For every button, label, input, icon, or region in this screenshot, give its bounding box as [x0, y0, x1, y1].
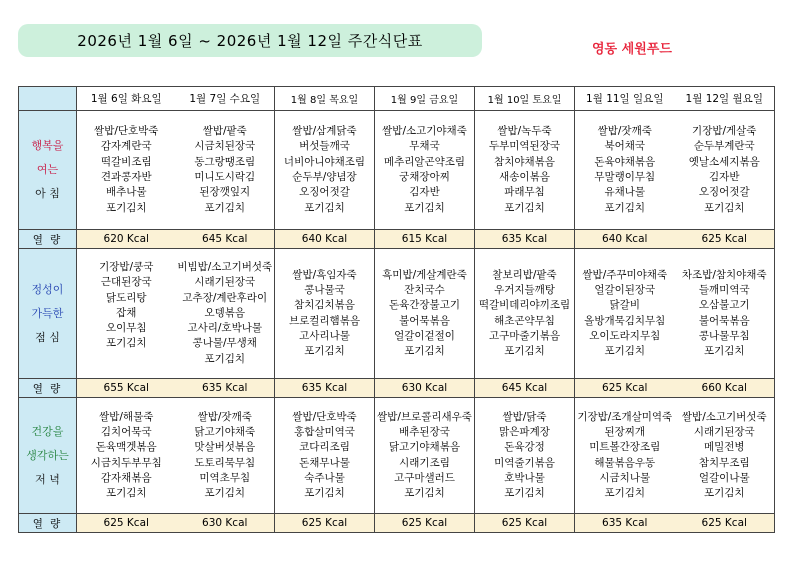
menu-item: 고사리/호박나물	[187, 322, 263, 335]
menu-item: 닭고기야채볶음	[388, 441, 460, 454]
menu-day-cell	[77, 260, 176, 367]
company-name: 영동 세원푸드	[592, 42, 672, 57]
menu-day-cell	[176, 260, 275, 367]
menu-item: 시금치된장국	[194, 140, 256, 153]
menu-item: 포기김치	[604, 487, 646, 500]
breakfast-label-line: 아 침	[35, 187, 60, 200]
menu-item: 근대된장국	[100, 276, 152, 289]
menu-item: 얼갈이된장국	[594, 283, 656, 296]
menu-item: 포기김치	[304, 487, 345, 500]
menu-item: 오삼불고기	[698, 299, 750, 312]
menu-item: 포기김치	[504, 487, 545, 500]
menu-item: 고구마줄기볶음	[488, 329, 560, 342]
menu-item: 감자계란국	[100, 140, 152, 153]
kcal-cell-group	[375, 379, 475, 398]
kcal-value: 635 Kcal	[301, 382, 348, 394]
menu-item: 브로컬리햄볶음	[288, 314, 360, 327]
menu-item: 새송이볶음	[499, 171, 550, 183]
kcal-value: 630 Kcal	[401, 382, 448, 394]
menu-item: 미역초무침	[199, 471, 251, 484]
day-header: 1월 8일 목요일	[275, 87, 375, 111]
lunch-label	[19, 249, 77, 379]
lunch-kcal-row	[19, 379, 775, 398]
dinner-label-line: 건강을	[31, 424, 64, 438]
header-pair-1	[77, 87, 275, 111]
menu-item: 포기김치	[703, 487, 745, 500]
menu-day-cell	[375, 410, 474, 502]
menu-item: 도토리묵무침	[194, 456, 256, 469]
menu-cell-group	[575, 111, 775, 230]
menu-item: 코다리조림	[299, 441, 350, 454]
kcal-value: 655 Kcal	[103, 382, 149, 394]
menu-item: 쌀밥/주꾸미야채죽	[582, 268, 668, 281]
menu-item: 김자반	[409, 186, 440, 199]
dinner-label-line: 생각하는	[26, 448, 69, 462]
menu-item: 쌀밥/소고기버섯죽	[681, 410, 767, 423]
menu-cell-group	[375, 249, 475, 379]
menu-item: 김치어묵국	[100, 425, 152, 438]
menu-item: 쌀밥/흑임자죽	[292, 268, 357, 281]
header-row	[19, 87, 775, 111]
kcal-value: 645 Kcal	[501, 382, 548, 394]
menu-item: 고추장/계란후라이	[182, 291, 268, 304]
menu-day-cell	[575, 124, 675, 216]
menu-item: 감자채볶음	[100, 471, 152, 484]
menu-item: 쌀밥/단호박죽	[292, 410, 357, 423]
lunch-label-line: 가득한	[31, 306, 64, 320]
menu-item: 시금치나물	[599, 471, 651, 484]
menu-item: 오이무침	[105, 322, 147, 335]
menu-item: 떡갈비데리야끼조림	[478, 299, 571, 312]
menu-item: 불어묵볶음	[399, 314, 450, 327]
menu-item: 포기김치	[204, 201, 246, 214]
menu-item: 쌀밥/닭죽	[502, 410, 547, 423]
menu-day-cell	[77, 124, 176, 216]
menu-item: 메밀전병	[703, 441, 745, 454]
menu-day-cell	[275, 268, 374, 360]
kcal-cell-group	[77, 514, 275, 533]
menu-item: 포기김치	[404, 345, 445, 358]
kcal-cell-group	[77, 230, 275, 249]
menu-item: 포기김치	[404, 201, 445, 214]
menu-item: 시금치두부무침	[90, 456, 162, 469]
breakfast-label-line: 여는	[36, 163, 59, 176]
menu-item: 올방개묵김치무침	[584, 314, 666, 327]
menu-item: 참치야채볶음	[494, 155, 555, 168]
kcal-value: 635 Kcal	[602, 517, 648, 529]
menu-item: 참치김치볶음	[294, 299, 355, 312]
menu-day-cell	[675, 124, 775, 216]
menu-item: 돈육강정	[504, 441, 545, 454]
menu-day-cell	[675, 410, 775, 502]
menu-item: 흑미밥/게살계란죽	[382, 268, 467, 281]
kcal-cell-group	[375, 514, 475, 533]
menu-item: 시래기된장국	[693, 425, 755, 438]
kcal-cell-group	[575, 230, 775, 249]
menu-item: 해초곤약무침	[494, 314, 555, 327]
menu-cell-group	[275, 249, 375, 379]
menu-item: 불어묵볶음	[698, 314, 750, 327]
menu-item: 유채나물	[604, 186, 646, 199]
menu-item: 배추된장국	[399, 425, 450, 438]
menu-item: 차조밥/참치야채죽	[681, 268, 767, 281]
menu-item: 닭고기야채죽	[194, 425, 256, 438]
menu-item: 포기김치	[204, 352, 246, 365]
menu-item: 맑은파계장	[499, 425, 550, 438]
menu-item: 견과콩자반	[100, 171, 152, 183]
menu-item: 비빔밥/소고기버섯죽	[177, 260, 273, 273]
day-header: 1월 10일 토요일	[475, 87, 575, 111]
day-header: 1월 12일 월요일	[685, 93, 763, 105]
menu-item: 닭갈비	[609, 299, 640, 312]
menu-day-cell	[375, 268, 474, 360]
menu-item: 시래기된장국	[194, 276, 256, 289]
menu-item: 떡갈비조림	[100, 155, 152, 168]
breakfast-row	[19, 111, 775, 230]
menu-item: 기장밥/쿵국	[99, 260, 154, 273]
menu-item: 포기김치	[304, 345, 345, 358]
menu-item: 미트볼간장조림	[589, 441, 661, 454]
menu-day-cell	[575, 268, 675, 360]
kcal-cell-group	[275, 230, 375, 249]
kcal-value: 625 Kcal	[103, 517, 149, 529]
menu-day-cell	[77, 410, 176, 502]
kcal-value: 625 Kcal	[701, 233, 747, 245]
kcal-cell-group	[575, 514, 775, 533]
menu-item: 미역줄기볶음	[494, 456, 555, 469]
menu-item: 포기김치	[105, 337, 147, 350]
menu-item: 쌀밥/팥죽	[202, 125, 247, 138]
menu-item: 메추리알곤약조림	[383, 155, 466, 168]
dinner-label-line: 저 녁	[35, 472, 60, 486]
menu-cell-group	[575, 398, 775, 514]
menu-item: 얼갈이겉절이	[394, 329, 455, 342]
menu-item: 포기김치	[204, 487, 246, 500]
menu-item: 해물볶음우동	[594, 456, 656, 469]
menu-item: 찰보리밥/팥죽	[492, 268, 557, 281]
menu-item: 포기김치	[504, 345, 545, 358]
menu-item: 쌀밥/단호박죽	[94, 125, 159, 138]
menu-item: 오징어젓갈	[698, 186, 750, 199]
menu-item: 포기김치	[504, 201, 545, 214]
menu-item: 오뎅볶음	[204, 306, 246, 319]
menu-item: 돈육간장불고기	[388, 299, 460, 312]
menu-item: 미니도시락김	[194, 171, 256, 183]
menu-item: 맛살버섯볶음	[194, 441, 256, 454]
menu-item: 닭도리탕	[105, 291, 147, 304]
menu-day-cell	[575, 410, 675, 502]
menu-item: 동그랑땡조림	[194, 155, 256, 168]
menu-item: 돈육야채볶음	[594, 155, 656, 168]
menu-item: 쌀밥/브로콜리새우죽	[377, 410, 472, 423]
kcal-cell-group	[475, 514, 575, 533]
menu-item: 기장밥/조개살미역죽	[577, 410, 673, 423]
menu-item: 쌀밥/삼계닭죽	[292, 125, 357, 138]
kcal-value: 620 Kcal	[103, 233, 149, 245]
kcal-value: 625 Kcal	[701, 517, 747, 529]
menu-cell-group	[475, 249, 575, 379]
menu-item: 잡채	[116, 306, 137, 319]
day-header: 1월 11일 일요일	[586, 93, 664, 105]
menu-cell-group	[575, 249, 775, 379]
day-header: 1월 7일 수요일	[189, 93, 261, 105]
breakfast-label	[19, 111, 77, 230]
kcal-value: 640 Kcal	[301, 233, 348, 245]
kcal-value: 635 Kcal	[202, 382, 248, 394]
kcal-value: 625 Kcal	[301, 517, 348, 529]
kcal-cell-group	[475, 379, 575, 398]
lunch-row	[19, 249, 775, 379]
menu-day-cell	[176, 410, 275, 502]
menu-item: 너비아니야채조림	[283, 155, 366, 168]
kcal-label: 열 량	[19, 514, 77, 533]
kcal-cell-group	[375, 230, 475, 249]
menu-item: 콩나물국	[304, 283, 345, 296]
title-banner	[18, 24, 482, 57]
kcal-value: 625 Kcal	[501, 517, 548, 529]
menu-item: 호박나물	[504, 471, 545, 484]
lunch-label-line: 점 심	[35, 330, 60, 344]
menu-item: 쌀밥/소고기야채죽	[382, 125, 467, 138]
menu-item: 콩나물무침	[698, 329, 750, 342]
menu-cell-group	[375, 111, 475, 230]
menu-item: 돈육맥겟볶음	[95, 441, 157, 454]
menu-item: 쌀밥/녹두죽	[497, 125, 552, 138]
menu-cell-group	[77, 249, 275, 379]
header-pair-2	[575, 87, 775, 111]
menu-item: 잔치국수	[404, 283, 445, 296]
header-corner	[19, 87, 77, 111]
menu-item: 시래기조림	[399, 456, 450, 469]
menu-cell-group	[375, 398, 475, 514]
menu-item: 궁채장아찌	[399, 171, 450, 183]
menu-item: 포기김치	[703, 201, 745, 214]
menu-item: 포기김치	[304, 201, 345, 214]
menu-item: 홍합살미역국	[294, 425, 355, 438]
kcal-value: 625 Kcal	[401, 517, 448, 529]
kcal-value: 630 Kcal	[202, 517, 248, 529]
menu-item: 쌀밥/해물죽	[99, 410, 154, 423]
menu-item: 참치무조림	[698, 456, 750, 469]
menu-item: 두부미역된장국	[488, 140, 560, 153]
kcal-value: 625 Kcal	[602, 382, 648, 394]
menu-item: 들깨미역국	[698, 283, 750, 296]
menu-day-cell	[475, 268, 574, 360]
menu-item: 무말랭이무침	[594, 171, 656, 183]
menu-item: 순두부/양념장	[292, 171, 357, 183]
menu-cell-group	[475, 111, 575, 230]
menu-item: 쌀밥/잣깨죽	[597, 125, 652, 138]
kcal-label: 열 량	[19, 379, 77, 398]
menu-item: 포기김치	[703, 345, 745, 358]
menu-item: 북어채국	[604, 140, 646, 153]
dinner-label	[19, 398, 77, 514]
breakfast-kcal-row	[19, 230, 775, 249]
menu-day-cell	[375, 124, 474, 216]
kcal-value: 645 Kcal	[202, 233, 248, 245]
dinner-row	[19, 398, 775, 514]
menu-item: 숙주나물	[304, 471, 345, 484]
menu-item: 김자반	[709, 171, 740, 183]
menu-cell-group	[77, 398, 275, 514]
menu-day-cell	[475, 410, 574, 502]
menu-day-cell	[475, 124, 574, 216]
menu-cell-group	[77, 111, 275, 230]
menu-cell-group	[475, 398, 575, 514]
kcal-value: 615 Kcal	[401, 233, 448, 245]
menu-item: 버섯들깨국	[299, 140, 350, 153]
breakfast-label-line: 행복을	[31, 139, 64, 152]
kcal-cell-group	[475, 230, 575, 249]
menu-item: 옛날소세지볶음	[688, 155, 760, 168]
menu-item: 콩나물/무생채	[192, 337, 257, 350]
day-header: 1월 6일 화요일	[90, 93, 162, 105]
dinner-kcal-row	[19, 514, 775, 533]
menu-item: 포기김치	[604, 201, 646, 214]
menu-day-cell	[176, 124, 275, 216]
kcal-value: 635 Kcal	[501, 233, 548, 245]
menu-item: 된장깻잎지	[199, 186, 251, 199]
page-title: 2026년 1월 6일 ~ 2026년 1월 12일 주간식단표	[77, 32, 423, 50]
menu-item: 오징어젓갈	[299, 186, 350, 199]
kcal-cell-group	[77, 379, 275, 398]
kcal-cell-group	[275, 379, 375, 398]
menu-item: 파래무침	[504, 186, 545, 199]
menu-item: 오이도라지무침	[589, 329, 661, 342]
menu-day-cell	[675, 268, 775, 360]
menu-item: 고구마샐러드	[394, 471, 455, 484]
lunch-label-line: 정성이	[31, 282, 64, 296]
menu-item: 무채국	[409, 140, 440, 153]
menu-item: 포기김치	[404, 487, 445, 500]
menu-item: 얼갈이나물	[698, 471, 750, 484]
menu-day-cell	[275, 410, 374, 502]
menu-item: 포기김치	[105, 487, 147, 500]
menu-item: 된장찌개	[604, 425, 646, 438]
menu-item: 고사리나물	[299, 329, 350, 342]
menu-item: 우거지들깨탕	[494, 283, 555, 296]
menu-item: 포기김치	[604, 345, 646, 358]
menu-day-cell	[275, 124, 374, 216]
menu-cell-group	[275, 398, 375, 514]
kcal-label: 열 량	[19, 230, 77, 249]
kcal-cell-group	[275, 514, 375, 533]
menu-item: 쌀밥/잣깨죽	[197, 410, 252, 423]
menu-item: 순두부계란국	[693, 140, 755, 153]
menu-item: 포기김치	[105, 201, 147, 214]
day-header: 1월 9일 금요일	[375, 87, 475, 111]
menu-item: 기장밥/게살죽	[692, 125, 757, 138]
kcal-value: 640 Kcal	[602, 233, 648, 245]
menu-item: 돈채무나물	[299, 456, 350, 469]
kcal-value: 660 Kcal	[701, 382, 747, 394]
menu-item: 배추나물	[105, 186, 147, 199]
menu-cell-group	[275, 111, 375, 230]
weekly-menu-table	[18, 86, 775, 533]
kcal-cell-group	[575, 379, 775, 398]
